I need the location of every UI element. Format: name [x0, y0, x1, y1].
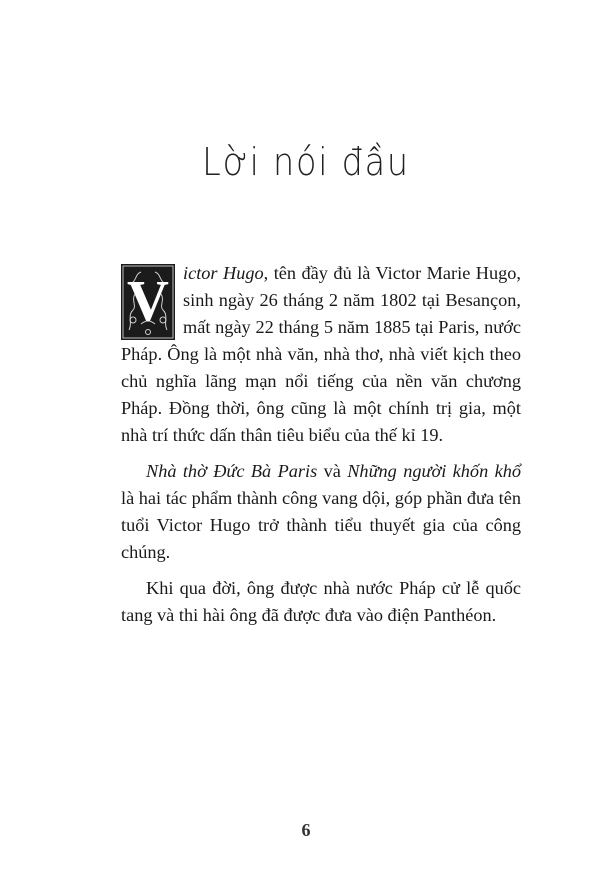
paragraph-1-text: , tên đầy đủ là Victor Marie Hugo, sinh ngày 26 tháng 2 năm 1802 tại Besançon, mất ngày 22 tháng 5 năm 1885 tại Paris, nước Pháp. Ông là một nhà văn, nhà thơ, nhà viết kịch theo chủ nghĩa lãng mạn nổi tiếng của nền văn chương Pháp. Đồng thời, ông cũng là một chính trị gia, một nhà trí thức dấn thân tiêu biểu của thế kỉ 19. — [121, 263, 521, 445]
paragraph-2 — [121, 458, 521, 566]
floral-ornament-icon — [121, 264, 175, 340]
page-number: 6 — [301, 820, 311, 840]
connector-text: và — [317, 461, 348, 481]
page-title: Lời nói đầu — [202, 140, 410, 184]
paragraph-2-text: là hai tác phẩm thành công vang dội, góp phần đưa tên tuổi Victor Hugo trở thành tiểu thuyết gia của công chúng. — [121, 488, 521, 562]
author-name: ictor Hugo — [183, 263, 264, 283]
work-title-2: Những người khốn khổ — [347, 461, 521, 481]
foreword-body — [121, 260, 521, 629]
paragraph-3 — [121, 575, 521, 629]
paragraph-3-text: Khi qua đời, ông được nhà nước Pháp cử lễ quốc tang và thi hài ông đã được đưa vào điện Panthéon. — [121, 578, 521, 625]
paragraph-1 — [121, 260, 521, 449]
work-title-1: Nhà thờ Đức Bà Paris — [146, 461, 318, 481]
dropcap-letter: V — [127, 268, 169, 333]
ornamental-dropcap — [121, 264, 175, 340]
